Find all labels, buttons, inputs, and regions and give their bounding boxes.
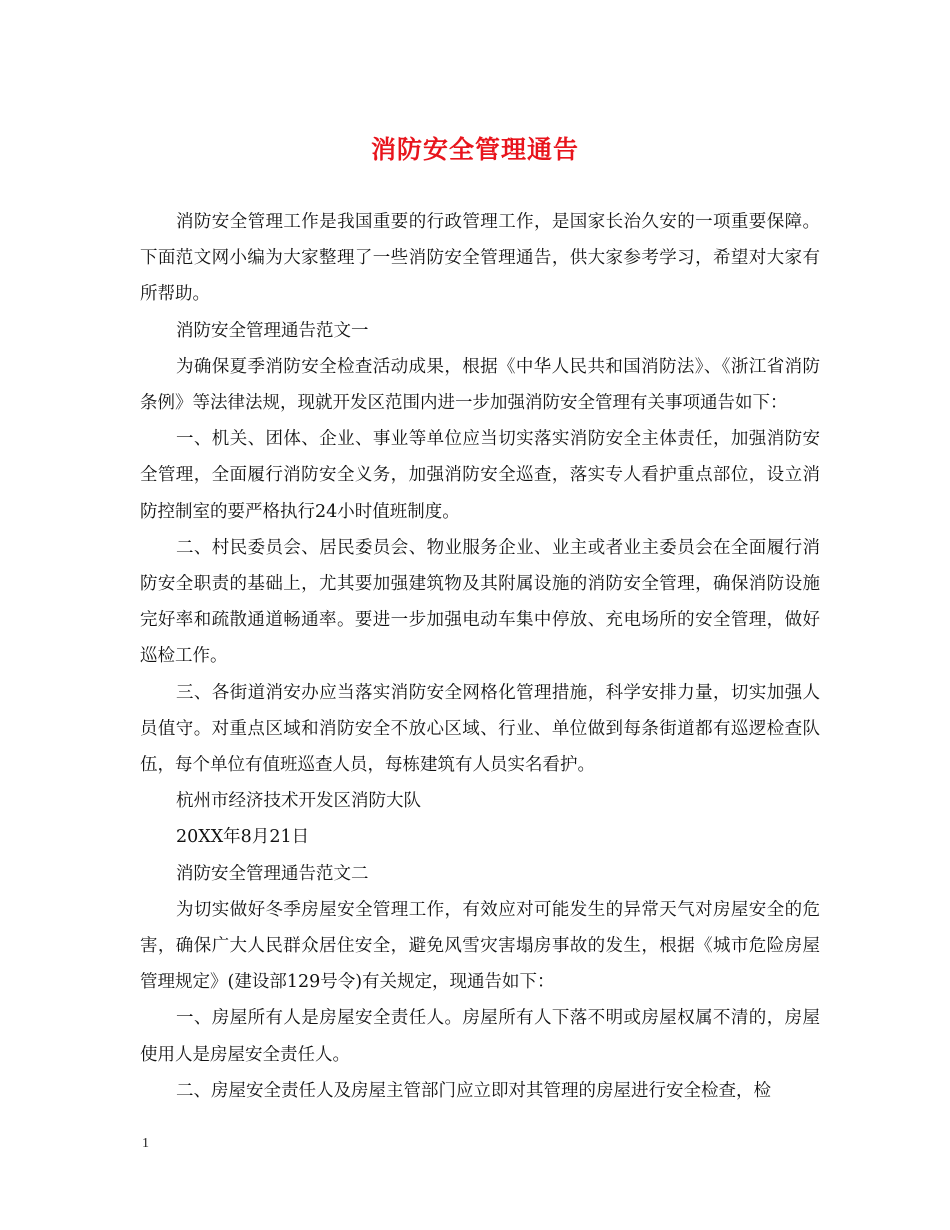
notice-two-preamble: 为切实做好冬季房屋安全管理工作，有效应对可能发生的异常天气对房屋安全的危害，确保广大人民群众居住安全，避免风雪灾害塌房事故的发生，根据《城市危险房屋管理规定》(建设部129号令)有关规定，现通告如下：: [140, 899, 820, 993]
section-heading-sample-two: 消防安全管理通告范文二: [176, 863, 369, 884]
notice-two-item-1: 一、房屋所有人是房屋安全责任人。房屋所有人下落不明或房屋权属不清的，房屋使用人是房屋安全责任人。: [140, 1008, 820, 1065]
notice-one-issuer: 杭州市经济技术开发区消防大队: [176, 791, 421, 812]
notice-one-item-1: 一、机关、团体、企业、事业等单位应当切实落实消防安全主体责任，加强消防安全管理，全面履行消防安全义务，加强消防安全巡查，落实专人看护重点部位，设立消防控制室的要严格执行24小时值班制度。: [140, 429, 820, 522]
document-title: 消防安全管理通告: [370, 135, 579, 164]
notice-two-item-2: 二、房屋安全责任人及房屋主管部门应立即对其管理的房屋进行安全检查，检: [176, 1080, 771, 1101]
section-heading-sample-one: 消防安全管理通告范文一: [176, 320, 369, 341]
intro-paragraph: 消防安全管理工作是我国重要的行政管理工作，是国家长治久安的一项重要保障。下面范文网小编为大家整理了一些消防安全管理通告，供大家参考学习，希望对大家有所帮助。: [140, 212, 820, 305]
notice-one-preamble: 为确保夏季消防安全检查活动成果，根据《中华人民共和国消防法》、《浙江省消防条例》等法律法规，现就开发区范围内进一步加强消防安全管理有关事项通告如下：: [140, 356, 820, 414]
notice-one-item-3: 三、各街道消安办应当落实消防安全网格化管理措施，科学安排力量，切实加强人员值守。对重点区域和消防安全不放心区域、行业、单位做到每条街道都有巡逻检查队伍，每个单位有值班巡查人员，每栋建筑有人员实名看护。: [140, 682, 820, 776]
notice-one-date: 20XX年8月21日: [176, 827, 310, 848]
notice-one-item-2: 二、村民委员会、居民委员会、物业服务企业、业主或者业主委员会在全面履行消防安全职责的基础上，尤其要加强建筑物及其附属设施的消防安全管理，确保消防设施完好率和疏散通道畅通率。要进一步加强电动车集中停放、充电场所的安全管理，做好巡检工作。: [140, 537, 820, 667]
page-number: 1: [142, 1136, 149, 1151]
document-body: [140, 204, 820, 1109]
